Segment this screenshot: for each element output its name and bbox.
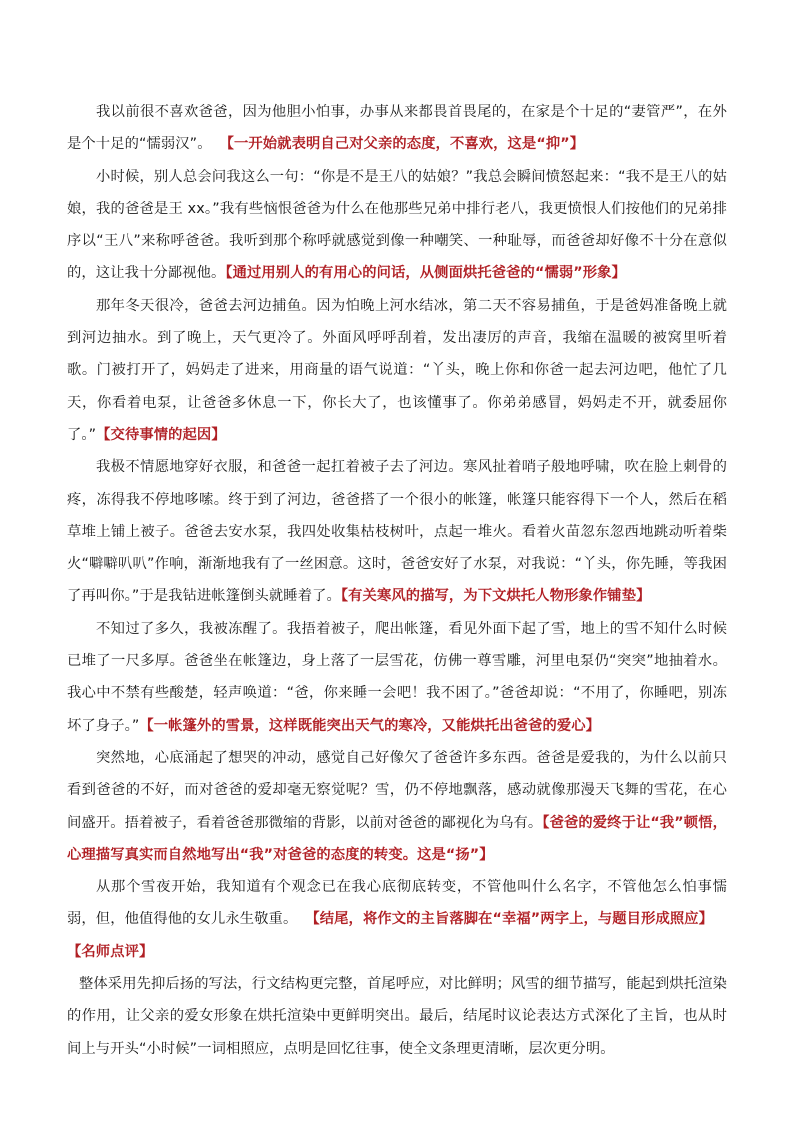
paragraph-4-text: 我极不情愿地穿好衣服，和爸爸一起扛着被子去了河边。寒风扯着哨子般地呼啸，吹在脸上刺骨的疼，冻得我不停地哆嗦。终于到了河边，爸爸搭了一个很小的帐篷，帐篷只能容得下一个人，然后在稻草堆上铺上被子。爸爸去安水泵，我四处收集枯枝树叶，点起一堆火。看着火苗忽东忽西地跳动听着柴火“噼噼叭叭”作响，渐渐地我有了一丝困意。这时，爸爸安好了水泵，对我说：“丫头，你先睡，等我困了再叫你。”于是我钻进帐篷倒头就睡着了。 bbox=[67, 459, 727, 605]
paragraph-4-comment: 【有关寒风的描写，为下文烘托人物形象作铺垫】 bbox=[340, 588, 651, 605]
paragraph-3 bbox=[67, 290, 727, 451]
paragraph-5 bbox=[67, 613, 727, 742]
paragraph-6 bbox=[67, 742, 727, 871]
paragraph-1-text: 我以前很不喜欢爸爸，因为他胆小怕事，办事从来都畏首畏尾的，在家是个十足的“妻管严”，在外是个十足的“懦弱汉”。 bbox=[67, 104, 727, 153]
paragraph-3-text: 那年冬天很冷，爸爸去河边捕鱼。因为怕晚上河水结冰，第二天不容易捕鱼，于是爸妈准备晚上就到河边抽水。到了晚上，天气更冷了。外面风呼呼刮着，发出凄厉的声音，我缩在温暖的被窝里听着歌。门被打开了，妈妈走了进来，用商量的语气说道：“丫头，晚上你和你爸一起去河边吧，他忙了几天，你看着电泵，让爸爸多休息一下，你长大了，也该懂事了。你弟弟感冒，妈妈走不开，就委屈你了。” bbox=[67, 297, 727, 443]
paragraph-7-text: 从那个雪夜开始，我知道有个观念已在我心底彻底转变，不管他叫什么名字，不管他怎么怕事懦弱，但，他值得他的女儿永生敬重。 bbox=[67, 879, 727, 928]
paragraph-6-comment: 【爸爸的爱终于让“我”顿悟，心理描写真实而自然地写出“我”对爸爸的态度的转变。这是“扬”】 bbox=[67, 814, 728, 863]
review-heading: 【名师点评】 bbox=[67, 943, 154, 960]
paragraph-2-comment: 【通过用别人的有用心的问话，从侧面烘托爸爸的“懦弱”形象】 bbox=[225, 265, 626, 282]
review-paragraph bbox=[67, 968, 727, 1065]
paragraph-7-comment: 【结尾，将作文的主旨落脚在“幸福”两字上，与题目形成照应】 bbox=[305, 911, 714, 928]
paragraph-6-text: 突然地，心底涌起了想哭的冲动，感觉自己好像欠了爸爸许多东西。爸爸是爱我的，为什么以前只看到爸爸的不好，而对爸爸的爱却毫无察觉呢？雪，仍不停地飘落，感动就像那漫天飞舞的雪花，在心间盛开。捂着被子，看着爸爸那微缩的背影，以前对爸爸的鄙视化为乌有。 bbox=[67, 749, 727, 831]
paragraph-5-comment: 【一帐篷外的雪景，这样既能突出天气的寒冷，又能烘托出爸爸的爱心】 bbox=[139, 717, 601, 734]
paragraph-1 bbox=[67, 96, 727, 161]
review-heading-line bbox=[67, 936, 727, 968]
document-page bbox=[67, 96, 727, 1065]
paragraph-2-text: 小时候，别人总会问我这么一句：“你是不是王八的姑娘？”我总会瞬间愤怒起来：“我不是王八的姑娘，我的爸爸是王 xx。”我有些恼恨爸爸为什么在他那些兄弟中排行老八，我更愤恨人们按他们的兄弟排序以“王八”来称呼爸爸。我听到那个称呼就感觉到像一种嘲笑、一种耻辱，而爸爸却好像不十分在意似的，这让我十分鄙视他。 bbox=[67, 168, 727, 282]
paragraph-2 bbox=[67, 161, 727, 290]
paragraph-7 bbox=[67, 871, 727, 936]
review-text: 整体采用先抑后扬的写法，行文结构更完整，首尾呼应，对比鲜明；风雪的细节描写，能起到烘托渲染的作用，让父亲的爱女形象在烘托渲染中更鲜明突出。最后，结尾时议论表达方式深化了主旨，也从时间上与开头“小时候”一词相照应，点明是回忆往事，使全文条理更清晰，层次更分明。 bbox=[67, 976, 727, 1057]
paragraph-3-comment: 【交待事情的起因】 bbox=[96, 426, 226, 443]
paragraph-4 bbox=[67, 451, 727, 612]
paragraph-5-text: 不知过了多久，我被冻醒了。我捂着被子，爬出帐篷，看见外面下起了雪，地上的雪不知什么时候已堆了一尺多厚。爸爸坐在帐篷边，身上落了一层雪花，仿佛一尊雪雕，河里电泵仍“突突”地抽着水。我心中不禁有些酸楚，轻声唤道：“爸，你来睡一会吧！我不困了。”爸爸却说：“不用了，你睡吧，别冻坏了身子。” bbox=[67, 620, 727, 734]
paragraph-1-comment: 【一开始就表明自己对父亲的态度，不喜欢，这是“抑”】 bbox=[219, 136, 585, 153]
